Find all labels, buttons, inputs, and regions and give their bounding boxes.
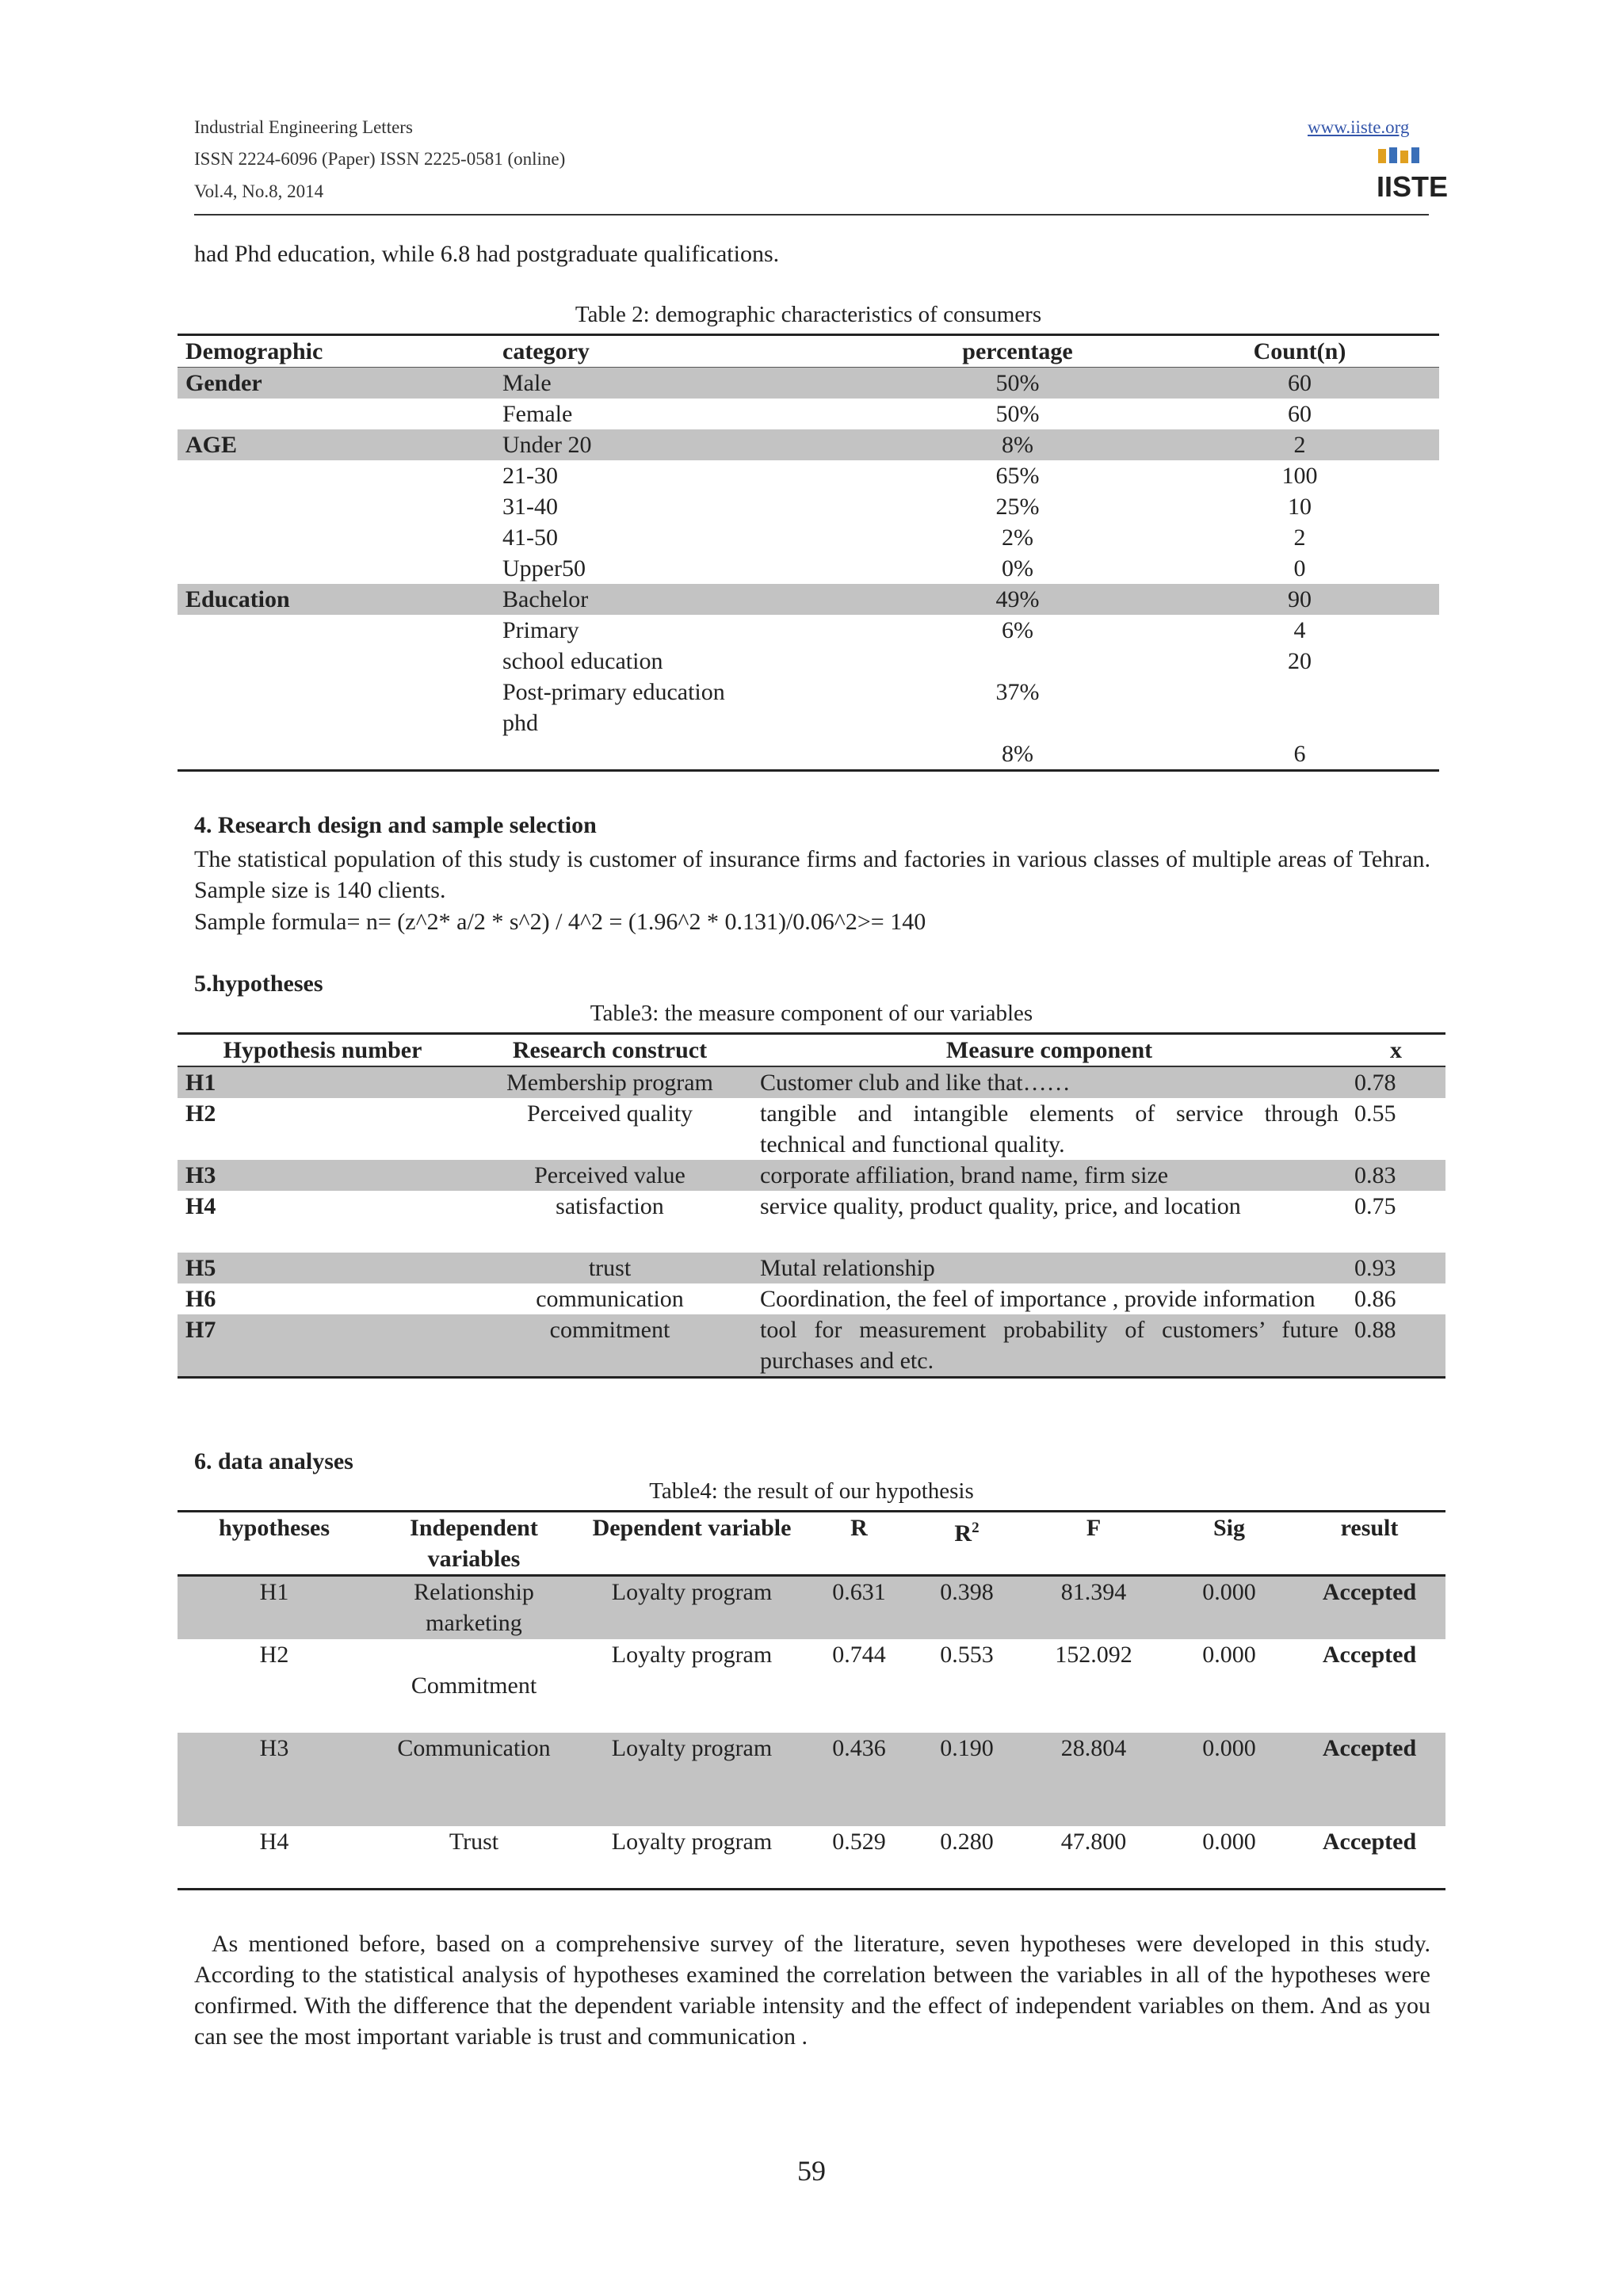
- table-row: [178, 491, 1439, 522]
- table3-x: 0.93: [1346, 1253, 1445, 1283]
- table4-dependent: Loyalty program: [577, 1733, 807, 1826]
- table3-construct: satisfaction: [556, 1193, 664, 1219]
- table4-independent: Trust: [449, 1828, 499, 1855]
- table3-construct: Membership program: [468, 1066, 752, 1098]
- table4-header-cell: R: [850, 1515, 868, 1541]
- table-row: [178, 1160, 1445, 1191]
- table3-header-cell: Hypothesis number: [223, 1037, 422, 1063]
- table2-header-cell: Demographic: [185, 338, 323, 364]
- table3-x: 0.83: [1346, 1160, 1445, 1191]
- table2-header-row: [178, 335, 1439, 368]
- table4-header-cell: Dependent variable: [592, 1515, 792, 1541]
- table-row: [178, 1826, 1445, 1890]
- table-row: [178, 584, 1439, 615]
- table3-x: 0.86: [1354, 1286, 1396, 1312]
- table4-f: 47.800: [1060, 1828, 1127, 1855]
- table-row: [178, 1576, 1445, 1639]
- section5-title: 5.hypotheses: [194, 971, 323, 997]
- table4-header-cell: [911, 1512, 1022, 1576]
- table3-measure: Mutal relationship: [752, 1253, 1346, 1283]
- table3-hypothesis: H3: [178, 1160, 468, 1191]
- table3-header-cell: Research construct: [512, 1037, 708, 1063]
- table-row: [178, 738, 1439, 771]
- table3-x: 0.55: [1354, 1100, 1396, 1127]
- table3-caption: Table3: the measure component of our variables: [590, 1001, 1033, 1026]
- table3-construct: commitment: [468, 1314, 752, 1378]
- section6-title: 6. data analyses: [194, 1448, 353, 1474]
- table-row: [178, 368, 1439, 399]
- table4-header-cell: result: [1340, 1515, 1399, 1541]
- table2-category: school education: [502, 648, 663, 674]
- section4-title: 4. Research design and sample selection: [194, 812, 597, 838]
- table2-demographic: [178, 646, 495, 677]
- table3-header-cell: Measure component: [945, 1037, 1153, 1063]
- table-spacer-row: [178, 1222, 1445, 1253]
- table4-dependent: Loyalty program: [611, 1828, 773, 1855]
- table4-result: Accepted: [1293, 1733, 1445, 1826]
- table2-category: 21-30: [502, 463, 558, 489]
- table4-independent: Communication: [371, 1733, 577, 1826]
- table4: [178, 1510, 1445, 1890]
- table2: [178, 334, 1439, 772]
- table3-hypothesis: H2: [185, 1100, 216, 1127]
- table4-r: 0.631: [807, 1576, 911, 1639]
- journal-name: Industrial Engineering Letters: [194, 117, 413, 137]
- table4-r2: 0.280: [940, 1828, 994, 1855]
- table4-sig: 0.000: [1165, 1733, 1293, 1826]
- table4-header-cell: F: [1086, 1515, 1102, 1541]
- table2-percentage: 50%: [875, 368, 1160, 399]
- table4-result: Accepted: [1322, 1641, 1417, 1668]
- table2-count: 2: [1160, 429, 1439, 460]
- table4-r2: 0.553: [940, 1641, 994, 1668]
- table2-demographic: Gender: [178, 368, 495, 399]
- table2-category: Male: [495, 368, 875, 399]
- table4-header-cell: Independent variables: [410, 1515, 538, 1572]
- table-row: [178, 553, 1439, 584]
- table4-r2: 0.190: [911, 1733, 1022, 1826]
- table-row: [178, 1639, 1445, 1733]
- table4-result: Accepted: [1322, 1828, 1417, 1855]
- table2-count: 6: [1293, 741, 1306, 767]
- table4-r: 0.744: [832, 1641, 886, 1668]
- table-row: [178, 522, 1439, 553]
- table2-count: 0: [1293, 555, 1306, 582]
- header-rule: [194, 214, 1429, 215]
- r-squared-superscript: 2: [972, 1520, 980, 1536]
- iiste-logo-text: IISTE: [1377, 170, 1449, 203]
- table2-category: Upper50: [502, 555, 586, 582]
- table2-category: Under 20: [495, 429, 875, 460]
- table3-hypothesis: H5: [178, 1253, 468, 1283]
- table3-construct: Perceived value: [468, 1160, 752, 1191]
- table3-measure: Customer club and like that……: [752, 1066, 1346, 1098]
- table3-measure: tool for measurement probability of customers’ future purchases and etc.: [752, 1314, 1346, 1378]
- table4-f: 81.394: [1022, 1576, 1165, 1639]
- table3-hypothesis: H6: [185, 1286, 216, 1312]
- table3-construct: Perceived quality: [526, 1100, 693, 1127]
- table4-sig: 0.000: [1165, 1576, 1293, 1639]
- table2-demographic: [178, 460, 495, 491]
- table2-percentage: 50%: [995, 401, 1040, 427]
- table2-percentage: 2%: [1002, 524, 1033, 551]
- table4-sig: 0.000: [1202, 1641, 1256, 1668]
- table3-measure: tangible and intangible elements of service through technical and functional quality.: [760, 1100, 1338, 1158]
- table2-category: Female: [502, 401, 573, 427]
- table2-category: phd: [502, 710, 538, 736]
- table2-category: [495, 738, 875, 771]
- table4-sig: 0.000: [1202, 1828, 1256, 1855]
- page-number: 59: [797, 2155, 826, 2187]
- table2-demographic: [178, 677, 495, 707]
- table2-demographic: [178, 553, 495, 584]
- table2-count: [1160, 677, 1439, 707]
- table2-count: 10: [1288, 494, 1312, 520]
- table-row: [178, 1066, 1445, 1098]
- volume-info: Vol.4, No.8, 2014: [194, 181, 324, 201]
- iiste-logo: [1375, 146, 1449, 203]
- table2-category: Primary: [502, 617, 579, 643]
- table4-r: 0.436: [807, 1733, 911, 1826]
- table3-hypothesis: H7: [178, 1314, 468, 1378]
- table2-category: 31-40: [502, 494, 558, 520]
- table-row: [178, 1314, 1445, 1378]
- table2-demographic: AGE: [178, 429, 495, 460]
- table2-count: 60: [1160, 368, 1439, 399]
- issn: ISSN 2224-6096 (Paper) ISSN 2225-0581 (online): [194, 149, 566, 169]
- table4-dependent: Loyalty program: [577, 1576, 807, 1639]
- table2-category: 41-50: [502, 524, 558, 551]
- table3-x: 0.75: [1354, 1193, 1396, 1219]
- table3-x: 0.78: [1346, 1066, 1445, 1098]
- table4-dependent: Loyalty program: [611, 1641, 773, 1668]
- table2-percentage: [875, 707, 1160, 738]
- table4-header-cell: hypotheses: [218, 1515, 330, 1541]
- table2-demographic: [178, 707, 495, 738]
- table4-hypothesis: H3: [178, 1733, 371, 1826]
- table2-percentage: 65%: [995, 463, 1040, 489]
- table3-x: 0.88: [1346, 1314, 1445, 1378]
- table4-hypothesis: H4: [259, 1828, 289, 1855]
- table2-demographic: [178, 522, 495, 553]
- table-row: [178, 1191, 1445, 1222]
- table3-hypothesis: H1: [178, 1066, 468, 1098]
- table4-result: Accepted: [1293, 1576, 1445, 1639]
- table2-demographic: [178, 615, 495, 646]
- table4-r2: 0.398: [911, 1576, 1022, 1639]
- table2-percentage: 8%: [875, 429, 1160, 460]
- sample-formula: Sample formula= n= (z^2* a/2 * s^2) / 4^2 = (1.96^2 * 0.131)/0.06^2>= 140: [194, 909, 926, 935]
- table2-demographic: [178, 491, 495, 522]
- table-row: [178, 677, 1439, 707]
- table2-header-cell: Count(n): [1253, 338, 1346, 364]
- table2-percentage: 0%: [1002, 555, 1033, 582]
- table3: [178, 1032, 1445, 1379]
- table4-independent: Commitment: [411, 1672, 537, 1699]
- table2-count: 2: [1293, 524, 1306, 551]
- table-row: [178, 460, 1439, 491]
- table2-demographic: Education: [178, 584, 495, 615]
- table4-r: 0.529: [832, 1828, 886, 1855]
- table4-hypothesis: H2: [259, 1641, 289, 1668]
- intro-line: had Phd education, while 6.8 had postgraduate qualifications.: [194, 241, 780, 267]
- table2-count: [1160, 707, 1439, 738]
- table-row: [178, 615, 1439, 646]
- journal-url[interactable]: www.iiste.org: [1308, 117, 1410, 137]
- table-row: [178, 1733, 1445, 1826]
- table3-construct: trust: [468, 1253, 752, 1283]
- section4-paragraph: The statistical population of this study is customer of insurance firms and factories in various classes of multiple areas of Tehran. Sample size is 140 clients.: [194, 846, 1430, 903]
- table2-percentage: 49%: [875, 584, 1160, 615]
- table3-construct: communication: [536, 1286, 684, 1312]
- table-row: [178, 399, 1439, 429]
- table4-hypothesis: H1: [178, 1576, 371, 1639]
- table-row: [178, 707, 1439, 738]
- table4-f: 28.804: [1022, 1733, 1165, 1826]
- table3-measure: service quality, product quality, price, and location: [760, 1193, 1241, 1219]
- table-row: [178, 1253, 1445, 1283]
- table2-count: 100: [1281, 463, 1318, 489]
- table-row: [178, 646, 1439, 677]
- table4-f: 152.092: [1055, 1641, 1132, 1668]
- table2-count: 4: [1293, 617, 1306, 643]
- table2-category: Post-primary education: [502, 679, 725, 705]
- r-squared-base: R: [954, 1520, 972, 1547]
- table4-independent: Relationship marketing: [371, 1576, 577, 1639]
- table2-percentage: 6%: [1002, 617, 1033, 643]
- table4-header-row: [178, 1512, 1445, 1576]
- table2-caption: Table 2: demographic characteristics of consumers: [575, 302, 1042, 327]
- table2-percentage: 8%: [1002, 741, 1033, 767]
- conclusion-paragraph: As mentioned before, based on a comprehensive survey of the literature, seven hypotheses were developed in this study. According to the statistical analysis of hypotheses examined the correlation between the variables in all of the hypotheses were confirmed. With the difference that the dependent variable intensity and the effect of independent variables on them. And as you can see the most important variable is trust and communication .: [194, 1931, 1430, 2050]
- table3-hypothesis: H4: [185, 1193, 216, 1219]
- table-row: [178, 1098, 1445, 1160]
- table3-header-row: [178, 1034, 1445, 1067]
- table2-demographic: [178, 738, 495, 771]
- table2-count: 20: [1288, 648, 1312, 674]
- table3-header-cell: x: [1390, 1037, 1402, 1063]
- table2-percentage: 25%: [995, 494, 1040, 520]
- table2-category: Bachelor: [495, 584, 875, 615]
- table2-percentage: 37%: [995, 679, 1040, 705]
- table3-measure: corporate affiliation, brand name, firm size: [752, 1160, 1346, 1191]
- table2-header-cell: category: [502, 338, 590, 364]
- table-row: [178, 429, 1439, 460]
- table2-header-cell: percentage: [962, 338, 1073, 364]
- table2-count: 60: [1288, 401, 1312, 427]
- table2-count: 90: [1160, 584, 1439, 615]
- table4-header-cell: Sig: [1212, 1515, 1246, 1541]
- table4-caption: Table4: the result of our hypothesis: [649, 1478, 974, 1504]
- table-row: [178, 1283, 1445, 1314]
- table2-demographic: [178, 399, 495, 429]
- table3-measure: Coordination, the feel of importance , provide information: [760, 1286, 1316, 1312]
- table2-percentage: [875, 646, 1160, 677]
